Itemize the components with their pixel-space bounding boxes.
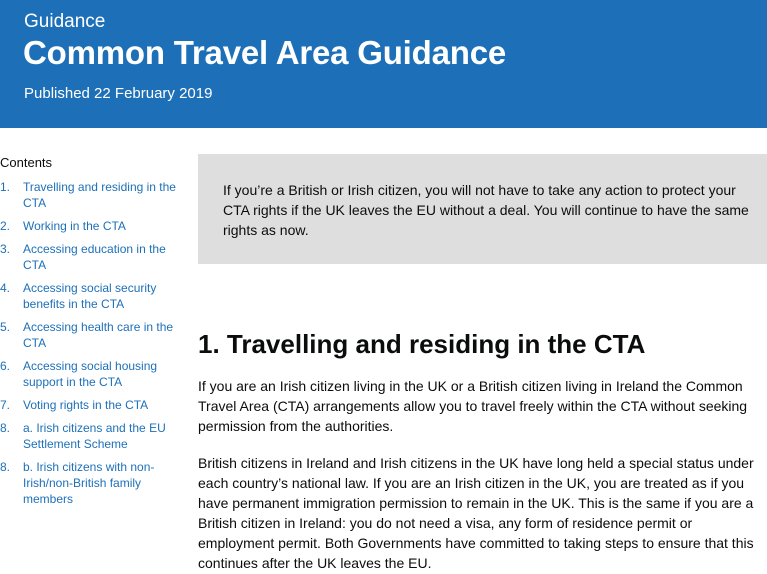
contents-link-family-members[interactable]: b. Irish citizens with non-Irish/non-British family members	[23, 460, 155, 506]
contents-item-number: 7.	[0, 398, 11, 412]
contents-heading: Contents	[0, 155, 53, 170]
contents-item-number: 8.	[0, 460, 11, 474]
contents-item-social-housing	[0, 358, 176, 390]
contents-item-number: 3.	[0, 242, 11, 256]
contents-item-family-members	[0, 459, 176, 507]
contents-link-social-security[interactable]: Accessing social security benefits in the CTA	[23, 281, 157, 311]
contents-item-number: 1.	[0, 180, 11, 194]
contents-link-travelling[interactable]: Travelling and residing in the CTA	[23, 180, 176, 210]
contents-link-health-care[interactable]: Accessing health care in the CTA	[23, 320, 174, 350]
contents-item-number: 2.	[0, 219, 11, 233]
contents-list	[0, 179, 176, 507]
contents-link-working[interactable]: Working in the CTA	[23, 219, 126, 233]
contents-link-social-housing[interactable]: Accessing social housing support in the CTA	[23, 359, 158, 389]
contents-link-settlement-scheme[interactable]: a. Irish citizens and the EU Settlement Scheme	[23, 421, 166, 451]
contents-item-number: 8.	[0, 421, 11, 435]
contents-item-settlement-scheme	[0, 420, 176, 452]
body-paragraph: If you are an Irish citizen living in the UK or a British citizen living in Ireland the Common Travel Area (CTA) arrangements allow you to travel freely within the CTA without seeking permission from the authorities.	[198, 378, 748, 434]
page-title: Common Travel Area Guidance	[23, 34, 507, 71]
contents-link-voting-rights[interactable]: Voting rights in the CTA	[23, 398, 149, 412]
contents-item-working	[0, 218, 176, 234]
contents-item-health-care	[0, 319, 176, 351]
body-paragraph: British citizens in Ireland and Irish citizens in the UK have long held a special status under each country’s national law. If you are an Irish citizen in the UK, you are treated as if you have permanent immigration permission to remain in the UK. This is the same if you are a British citizen in Ireland: you do not need a visa, any form of residence permit or employment permit. Both Governments have committed to taking steps to ensure that this continues after the UK leaves the EU.	[198, 455, 754, 571]
contents-item-number: 4.	[0, 281, 11, 295]
contents-item-travelling	[0, 179, 176, 211]
contents-item-number: 5.	[0, 320, 11, 334]
contents-item-number: 6.	[0, 359, 11, 373]
contents-item-social-security	[0, 280, 176, 312]
document-type-label: Guidance	[24, 11, 106, 32]
callout-box	[198, 154, 767, 264]
published-date: Published 22 February 2019	[24, 85, 213, 102]
section-heading: 1. Travelling and residing in the CTA	[198, 329, 646, 359]
contents-nav	[0, 154, 176, 514]
page-header	[0, 0, 767, 128]
callout-text: If you’re a British or Irish citizen, you will not have to take any action to protect your CTA rights if the UK leaves the EU without a deal. You will continue to have the same rights as now.	[223, 182, 749, 238]
contents-link-education[interactable]: Accessing education in the CTA	[23, 242, 166, 272]
contents-item-voting-rights	[0, 397, 176, 413]
contents-item-education	[0, 241, 176, 273]
